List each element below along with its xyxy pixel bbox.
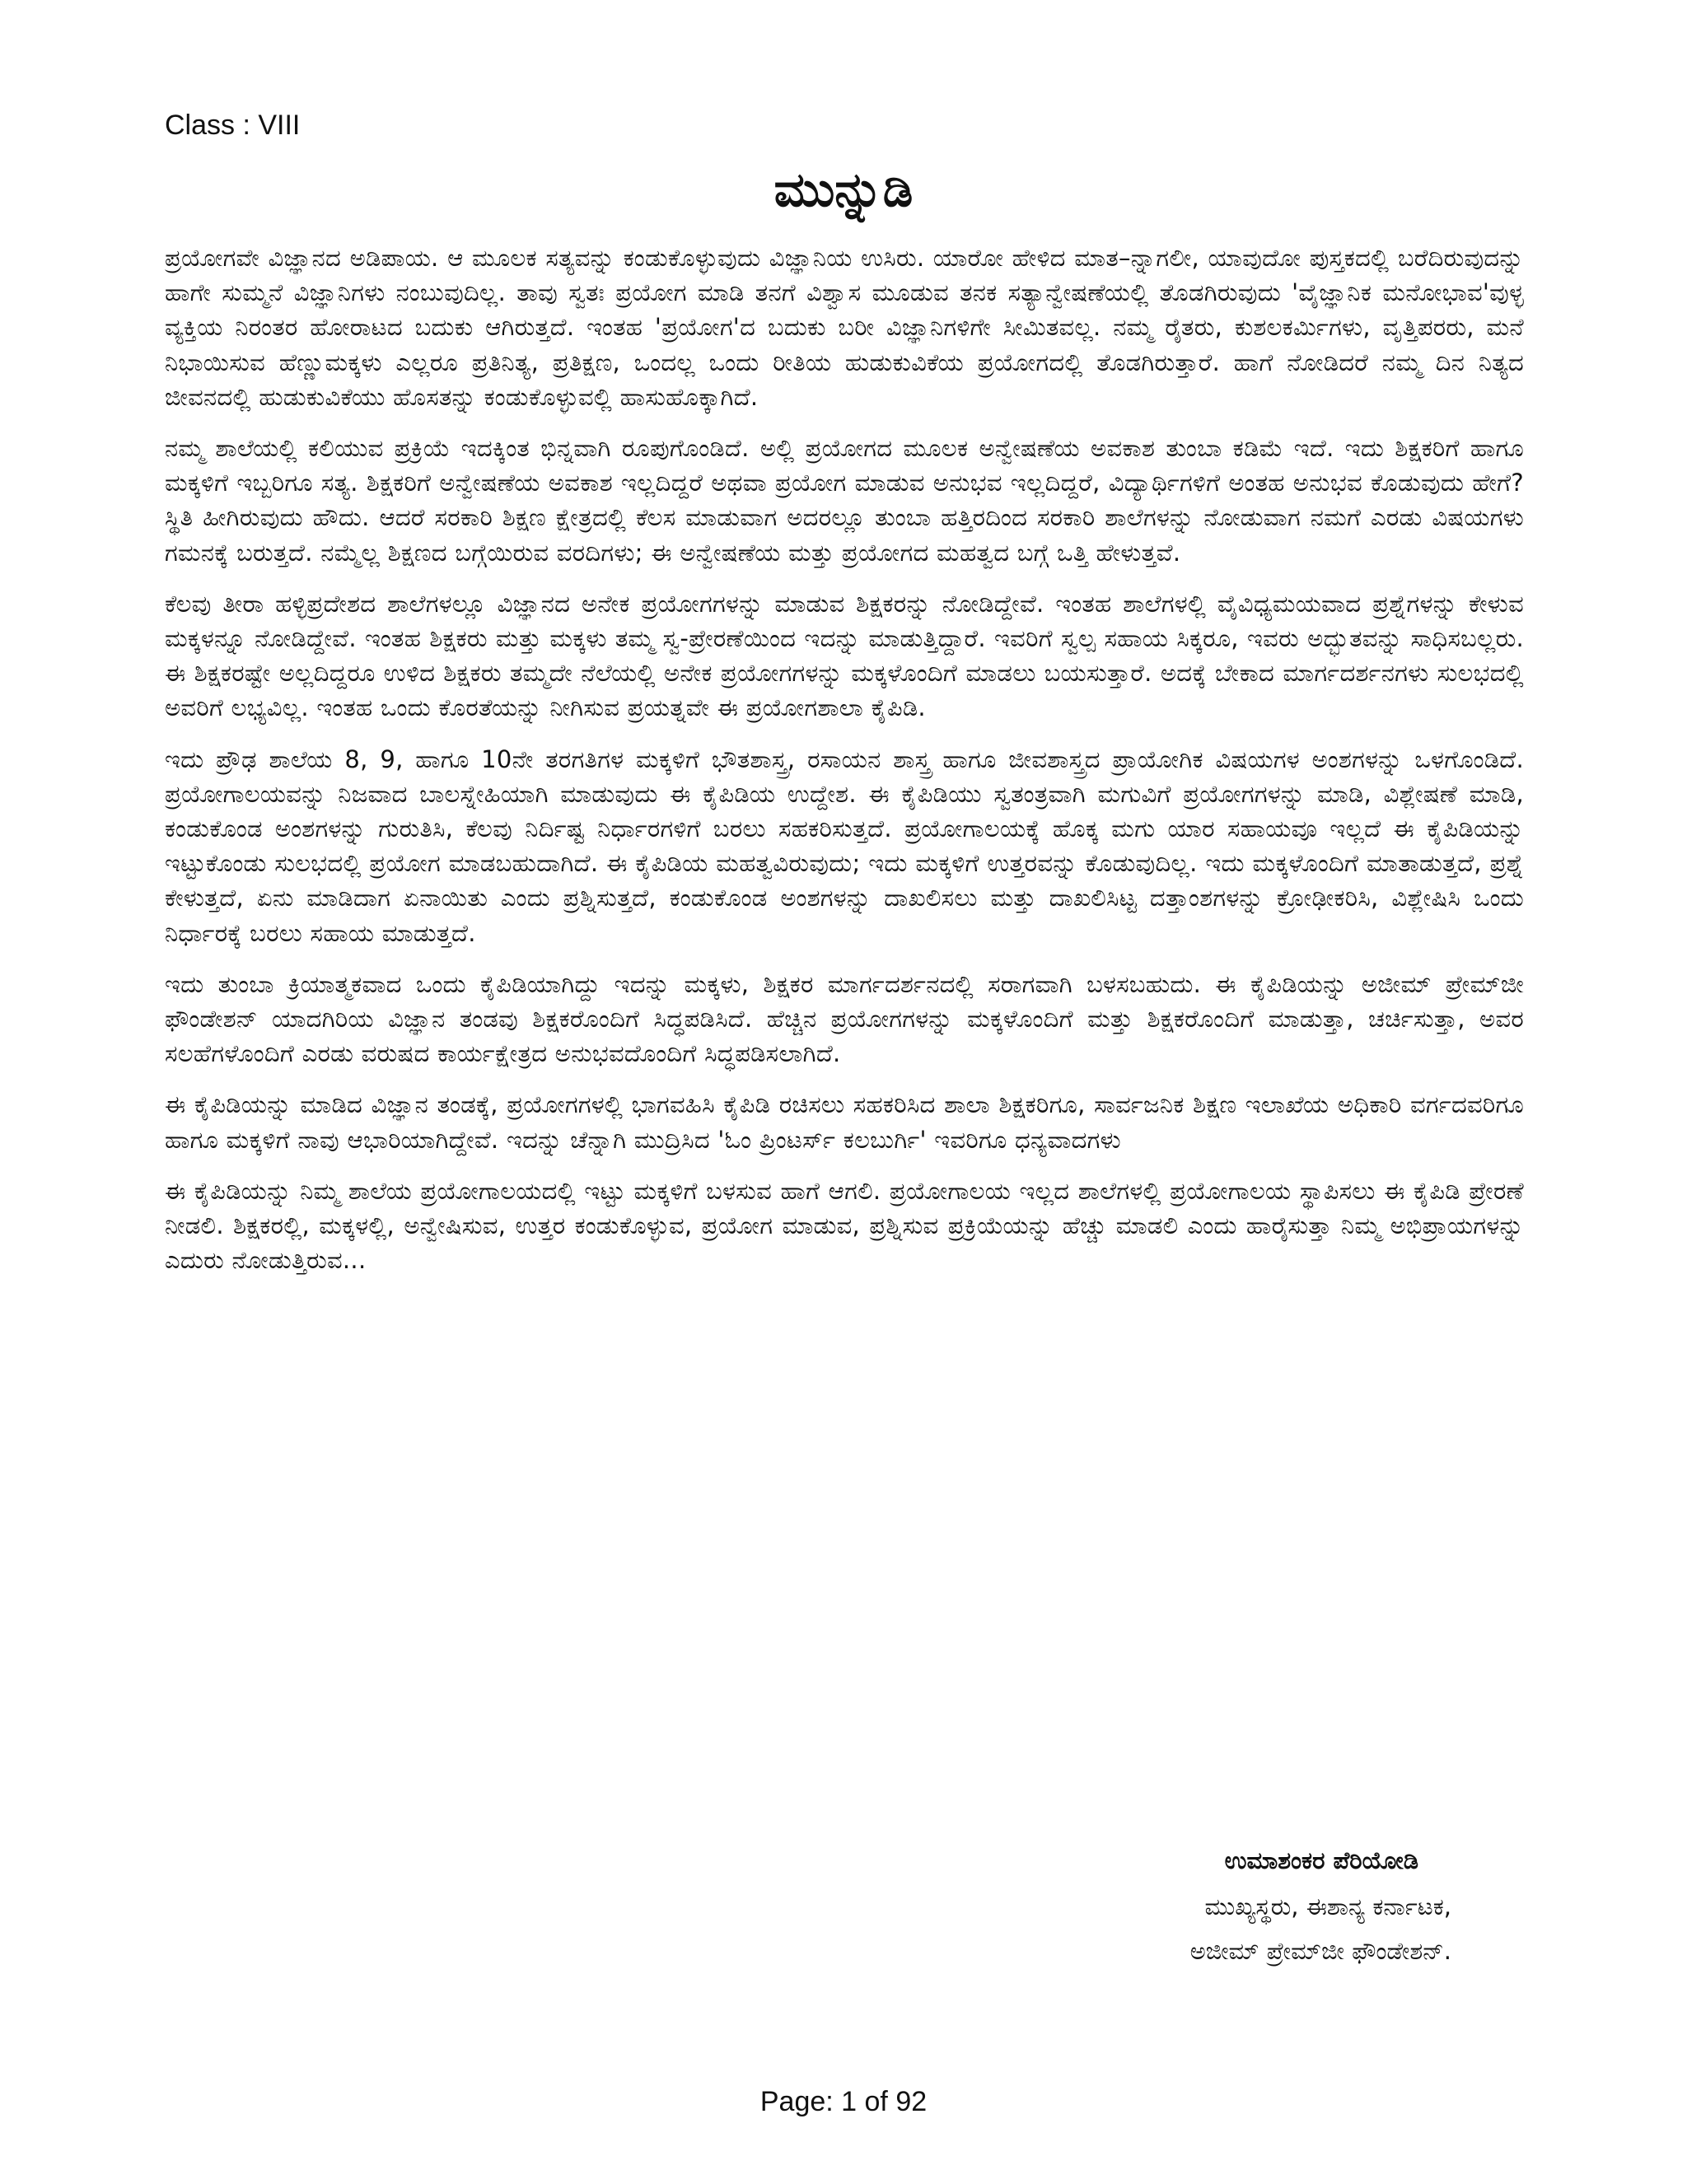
paragraph: ಈ ಕೈಪಿಡಿಯನ್ನು ನಿಮ್ಮ ಶಾಲೆಯ ಪ್ರಯೋಗಾಲಯದಲ್ಲಿ ಇಟ್ಟು ಮಕ್ಕಳಿಗೆ ಬಳಸುವ ಹಾಗೆ ಆಗಲಿ. ಪ್ರಯೋಗಾಲಯ ಇಲ್ಲದ ಶಾಲೆಗಳಲ್ಲಿ ಪ್ರಯೋಗಾಲಯ ಸ್ಥಾಪಿಸಲು ಈ ಕೈಪಿಡಿ ಪ್ರೇರಣೆ ನೀಡಲಿ. ಶಿಕ್ಷಕರಲ್ಲಿ, ಮಕ್ಕಳಲ್ಲಿ, ಅನ್ವೇಷಿಸುವ, ಉತ್ತರ ಕಂಡುಕೊಳ್ಳುವ, ಪ್ರಯೋಗ ಮಾಡುವ, ಪ್ರಶ್ನಿಸುವ ಪ್ರಕ್ರಿಯೆಯನ್ನು ಹೆಚ್ಚು ಮಾಡಲಿ ಎಂದು ಹಾರೈಸುತ್ತಾ ನಿಮ್ಮ ಅಭಿಪ್ರಾಯಗಳನ್ನು ಎದುರು ನೋಡುತ್ತಿರುವ... bbox=[165, 1176, 1524, 1275]
signatory-designation: ಮುಖ್ಯಸ್ಥರು, ಈಶಾನ್ಯ ಕರ್ನಾಟಕ, bbox=[1204, 1892, 1451, 1920]
paragraph: ಇದು ಪ್ರೌಢ ಶಾಲೆಯ 8, 9, ಹಾಗೂ 10ನೇ ತರಗತಿಗಳ ಮಕ್ಕಳಿಗೆ ಭೌತಶಾಸ್ತ್ರ, ರಸಾಯನ ಶಾಸ್ತ್ರ ಹಾಗೂ ಜೀವಶಾಸ್ತ್ರದ ಪ್ರಾಯೋಗಿಕ ವಿಷಯಗಳ ಅಂಶಗಳನ್ನು ಒಳಗೊಂಡಿದೆ. ಪ್ರಯೋಗಾಲಯವನ್ನು ನಿಜವಾದ ಬಾಲಸ್ನೇಹಿಯಾಗಿ ಮಾಡುವುದು ಈ ಕೈಪಿಡಿಯ ಉದ್ದೇಶ. ಈ ಕೈಪಿಡಿಯು ಸ್ವತಂತ್ರವಾಗಿ ಮಗುವಿಗೆ ಪ್ರಯೋಗಗಳನ್ನು ಮಾಡಿ, ವಿಶ್ಲೇಷಣೆ ಮಾಡಿ, ಕಂಡುಕೊಂಡ ಅಂಶಗಳನ್ನು ಗುರುತಿಸಿ, ಕೆಲವು ನಿರ್ದಿಷ್ಟ ನಿರ್ಧಾರಗಳಿಗೆ ಬರಲು ಸಹಕರಿಸುತ್ತದೆ. ಪ್ರಯೋಗಾಲಯಕ್ಕೆ ಹೊಕ್ಕ ಮಗು ಯಾರ ಸಹಾಯವೂ ಇಲ್ಲದೆ ಈ ಕೈಪಿಡಿಯನ್ನು ಇಟ್ಟುಕೊಂಡು ಸುಲಭದಲ್ಲಿ ಪ್ರಯೋಗ ಮಾಡಬಹುದಾಗಿದೆ. ಈ ಕೈಪಿಡಿಯ ಮಹತ್ವವಿರುವುದು; ಇದು ಮಕ್ಕಳಿಗೆ ಉತ್ತರವನ್ನು ಕೊಡುವುದಿಲ್ಲ. ಇದು ಮಕ್ಕಳೊಂದಿಗೆ ಮಾತಾಡುತ್ತದೆ, ಪ್ರಶ್ನೆ ಕೇಳುತ್ತದೆ, ಏನು ಮಾಡಿದಾಗ ಏನಾಯಿತು ಎಂದು ಪ್ರಶ್ನಿಸುತ್ತದೆ, ಕಂಡುಕೊಂಡ ಅಂಶಗಳನ್ನು ದಾಖಲಿಸಲು ಮತ್ತು ದಾಖಲಿಸಿಟ್ಟ ದತ್ತಾಂಶಗಳನ್ನು ಕ್ರೋಢೀಕರಿಸಿ, ವಿಶ್ಲೇಷಿಸಿ ಒಂದು ನಿರ್ಧಾರಕ್ಕೆ ಬರಲು ಸಹಾಯ ಮಾಡುತ್ತದೆ. bbox=[165, 744, 1524, 947]
paragraph: ಪ್ರಯೋಗವೇ ವಿಜ್ಞಾನದ ಅಡಿಪಾಯ. ಆ ಮೂಲಕ ಸತ್ಯವನ್ನು ಕಂಡುಕೊಳ್ಳುವುದು ವಿಜ್ಞಾನಿಯ ಉಸಿರು. ಯಾರೋ ಹೇಳಿದ ಮಾತ–ನ್ನಾಗಲೀ, ಯಾವುದೋ ಪುಸ್ತಕದಲ್ಲಿ ಬರೆದಿರುವುದನ್ನು ಹಾಗೇ ಸುಮ್ಮನೆ ವಿಜ್ಞಾನಿಗಳು ನಂಬುವುದಿಲ್ಲ. ತಾವು ಸ್ವತಃ ಪ್ರಯೋಗ ಮಾಡಿ ತನಗೆ ವಿಶ್ವಾಸ ಮೂಡುವ ತನಕ ಸತ್ಯಾನ್ವೇಷಣೆಯಲ್ಲಿ ತೊಡಗಿರುವುದು 'ವೈಜ್ಞಾನಿಕ ಮನೋಭಾವ'ವುಳ್ಳ ವ್ಯಕ್ತಿಯ ನಿರಂತರ ಹೋರಾಟದ ಬದುಕು ಆಗಿರುತ್ತದೆ. ಇಂತಹ 'ಪ್ರಯೋಗ'ದ ಬದುಕು ಬರೀ ವಿಜ್ಞಾನಿಗಳಿಗೇ ಸೀಮಿತವಲ್ಲ. ನಮ್ಮ ರೈತರು, ಕುಶಲಕರ್ಮಿಗಳು, ವೃತ್ತಿಪರರು, ಮನೆ ನಿಭಾಯಿಸುವ ಹೆಣ್ಣುಮಕ್ಕಳು ಎಲ್ಲರೂ ಪ್ರತಿನಿತ್ಯ, ಪ್ರತಿಕ್ಷಣ, ಒಂದಲ್ಲ ಒಂದು ರೀತಿಯ ಹುಡುಕುವಿಕೆಯ ಪ್ರಯೋಗದಲ್ಲಿ ತೊಡಗಿರುತ್ತಾರೆ. ಹಾಗೆ ನೋಡಿದರೆ ನಮ್ಮ ದಿನ ನಿತ್ಯದ ಜೀವನದಲ್ಲಿ ಹುಡುಕುವಿಕೆಯು ಹೊಸತನ್ನು ಕಂಡುಕೊಳ್ಳುವಲ್ಲಿ ಹಾಸುಹೊಕ್ಕಾಗಿದೆ. bbox=[165, 244, 1524, 411]
signature-block bbox=[1190, 1838, 1451, 1973]
paragraph: ಇದು ತುಂಬಾ ಕ್ರಿಯಾತ್ಮಕವಾದ ಒಂದು ಕೈಪಿಡಿಯಾಗಿದ್ದು ಇದನ್ನು ಮಕ್ಕಳು, ಶಿಕ್ಷಕರ ಮಾರ್ಗದರ್ಶನದಲ್ಲಿ ಸರಾಗವಾಗಿ ಬಳಸಬಹುದು. ಈ ಕೈಪಿಡಿಯನ್ನು ಅಜೀಮ್ ಪ್ರೇಮ್‌ಜೀ ಫೌಂಡೇಶನ್ ಯಾದಗಿರಿಯ ವಿಜ್ಞಾನ ತಂಡವು ಶಿಕ್ಷಕರೊಂದಿಗೆ ಸಿದ್ಧಪಡಿಸಿದೆ. ಹೆಚ್ಚಿನ ಪ್ರಯೋಗಗಳನ್ನು ಮಕ್ಕಳೊಂದಿಗೆ ಮತ್ತು ಶಿಕ್ಷಕರೊಂದಿಗೆ ಮಾಡುತ್ತಾ, ಚರ್ಚಿಸುತ್ತಾ, ಅವರ ಸಲಹೆಗಳೊಂದಿಗೆ ಎರಡು ವರುಷದ ಕಾರ್ಯಕ್ಷೇತ್ರದ ಅನುಭವದೊಂದಿಗೆ ಸಿದ್ಧಪಡಿಸಲಾಗಿದೆ. bbox=[165, 969, 1524, 1068]
class-label: Class : VIII bbox=[165, 110, 301, 141]
paragraph: ನಮ್ಮ ಶಾಲೆಯಲ್ಲಿ ಕಲಿಯುವ ಪ್ರಕ್ರಿಯೆ ಇದಕ್ಕಿಂತ ಭಿನ್ನವಾಗಿ ರೂಪುಗೊಂಡಿದೆ. ಅಲ್ಲಿ ಪ್ರಯೋಗದ ಮೂಲಕ ಅನ್ವೇಷಣೆಯ ಅವಕಾಶ ತುಂಬಾ ಕಡಿಮೆ ಇದೆ. ಇದು ಶಿಕ್ಷಕರಿಗೆ ಹಾಗೂ ಮಕ್ಕಳಿಗೆ ಇಬ್ಬರಿಗೂ ಸತ್ಯ. ಶಿಕ್ಷಕರಿಗೆ ಅನ್ವೇಷಣೆಯ ಅವಕಾಶ ಇಲ್ಲದಿದ್ದರೆ ಅಥವಾ ಪ್ರಯೋಗ ಮಾಡುವ ಅನುಭವ ಇಲ್ಲದಿದ್ದರೆ, ವಿದ್ಯಾರ್ಥಿಗಳಿಗೆ ಅಂತಹ ಅನುಭವ ಕೊಡುವುದು ಹೇಗೆ? ಸ್ಥಿತಿ ಹೀಗಿರುವುದು ಹೌದು. ಆದರೆ ಸರಕಾರಿ ಶಿಕ್ಷಣ ಕ್ಷೇತ್ರದಲ್ಲಿ ಕೆಲಸ ಮಾಡುವಾಗ ಅದರಲ್ಲೂ ತುಂಬಾ ಹತ್ತಿರದಿಂದ ಸರಕಾರಿ ಶಾಲೆಗಳನ್ನು ನೋಡುವಾಗ ನಮಗೆ ಎರಡು ವಿಷಯಗಳು ಗಮನಕ್ಕೆ ಬರುತ್ತದೆ. ನಮ್ಮೆಲ್ಲ ಶಿಕ್ಷಣದ ಬಗ್ಗೆಯಿರುವ ವರದಿಗಳು; ಈ ಅನ್ವೇಷಣೆಯ ಮತ್ತು ಪ್ರಯೋಗದ ಮಹತ್ವದ ಬಗ್ಗೆ ಒತ್ತಿ ಹೇಳುತ್ತವೆ. bbox=[165, 434, 1524, 567]
paragraph: ಈ ಕೈಪಿಡಿಯನ್ನು ಮಾಡಿದ ವಿಜ್ಞಾನ ತಂಡಕ್ಕೆ, ಪ್ರಯೋಗಗಳಲ್ಲಿ ಭಾಗವಹಿಸಿ ಕೈಪಿಡಿ ರಚಿಸಲು ಸಹಕರಿಸಿದ ಶಾಲಾ ಶಿಕ್ಷಕರಿಗೂ, ಸಾರ್ವಜನಿಕ ಶಿಕ್ಷಣ ಇಲಾಖೆಯ ಅಧಿಕಾರಿ ವರ್ಗದವರಿಗೂ ಹಾಗೂ ಮಕ್ಕಳಿಗೆ ನಾವು ಆಭಾರಿಯಾಗಿದ್ದೇವೆ. ಇದನ್ನು ಚೆನ್ನಾಗಿ ಮುದ್ರಿಸಿದ 'ಓಂ ಪ್ರಿಂಟರ್ಸ್ ಕಲಬುರ್ಗಿ' ಇವರಿಗೂ ಧನ್ಯವಾದಗಳು bbox=[165, 1090, 1524, 1154]
paragraph: ಕೆಲವು ತೀರಾ ಹಳ್ಳಿಪ್ರದೇಶದ ಶಾಲೆಗಳಲ್ಲೂ ವಿಜ್ಞಾನದ ಅನೇಕ ಪ್ರಯೋಗಗಳನ್ನು ಮಾಡುವ ಶಿಕ್ಷಕರನ್ನು ನೋಡಿದ್ದೇವೆ. ಇಂತಹ ಶಾಲೆಗಳಲ್ಲಿ ವೈವಿಧ್ಯಮಯವಾದ ಪ್ರಶ್ನೆಗಳನ್ನು ಕೇಳುವ ಮಕ್ಕಳನ್ನೂ ನೋಡಿದ್ದೇವೆ. ಇಂತಹ ಶಿಕ್ಷಕರು ಮತ್ತು ಮಕ್ಕಳು ತಮ್ಮ ಸ್ವ-ಪ್ರೇರಣೆಯಿಂದ ಇದನ್ನು ಮಾಡುತ್ತಿದ್ದಾರೆ. ಇವರಿಗೆ ಸ್ವಲ್ಪ ಸಹಾಯ ಸಿಕ್ಕರೂ, ಇವರು ಅದ್ಭುತವನ್ನು ಸಾಧಿಸಬಲ್ಲರು. ಈ ಶಿಕ್ಷಕರಷ್ಟೇ ಅಲ್ಲದಿದ್ದರೂ ಉಳಿದ ಶಿಕ್ಷಕರು ತಮ್ಮದೇ ನೆಲೆಯಲ್ಲಿ ಅನೇಕ ಪ್ರಯೋಗಗಳನ್ನು ಮಕ್ಕಳೊಂದಿಗೆ ಮಾಡಲು ಬಯಸುತ್ತಾರೆ. ಅದಕ್ಕೆ ಬೇಕಾದ ಮಾರ್ಗದರ್ಶನಗಳು ಸುಲಭದಲ್ಲಿ ಅವರಿಗೆ ಲಭ್ಯವಿಲ್ಲ. ಇಂತಹ ಒಂದು ಕೊರತೆಯನ್ನು ನೀಗಿಸುವ ಪ್ರಯತ್ನವೇ ಈ ಪ್ರಯೋಗಶಾಲಾ ಕೈಪಿಡಿ. bbox=[165, 589, 1524, 722]
signatory-organization: ಅಜೀಮ್ ಪ್ರೇಮ್‌ಜೀ ಫೌಂಡೇಶನ್. bbox=[1189, 1937, 1451, 1965]
page-number: Page: 1 of 92 bbox=[759, 2086, 928, 2117]
signatory-name: ಉಮಾಶಂಕರ ಪೆರಿಯೋಡಿ bbox=[1224, 1846, 1418, 1874]
document-body bbox=[165, 240, 1524, 1294]
page-title: ಮುನ್ನುಡಿ bbox=[773, 161, 914, 217]
